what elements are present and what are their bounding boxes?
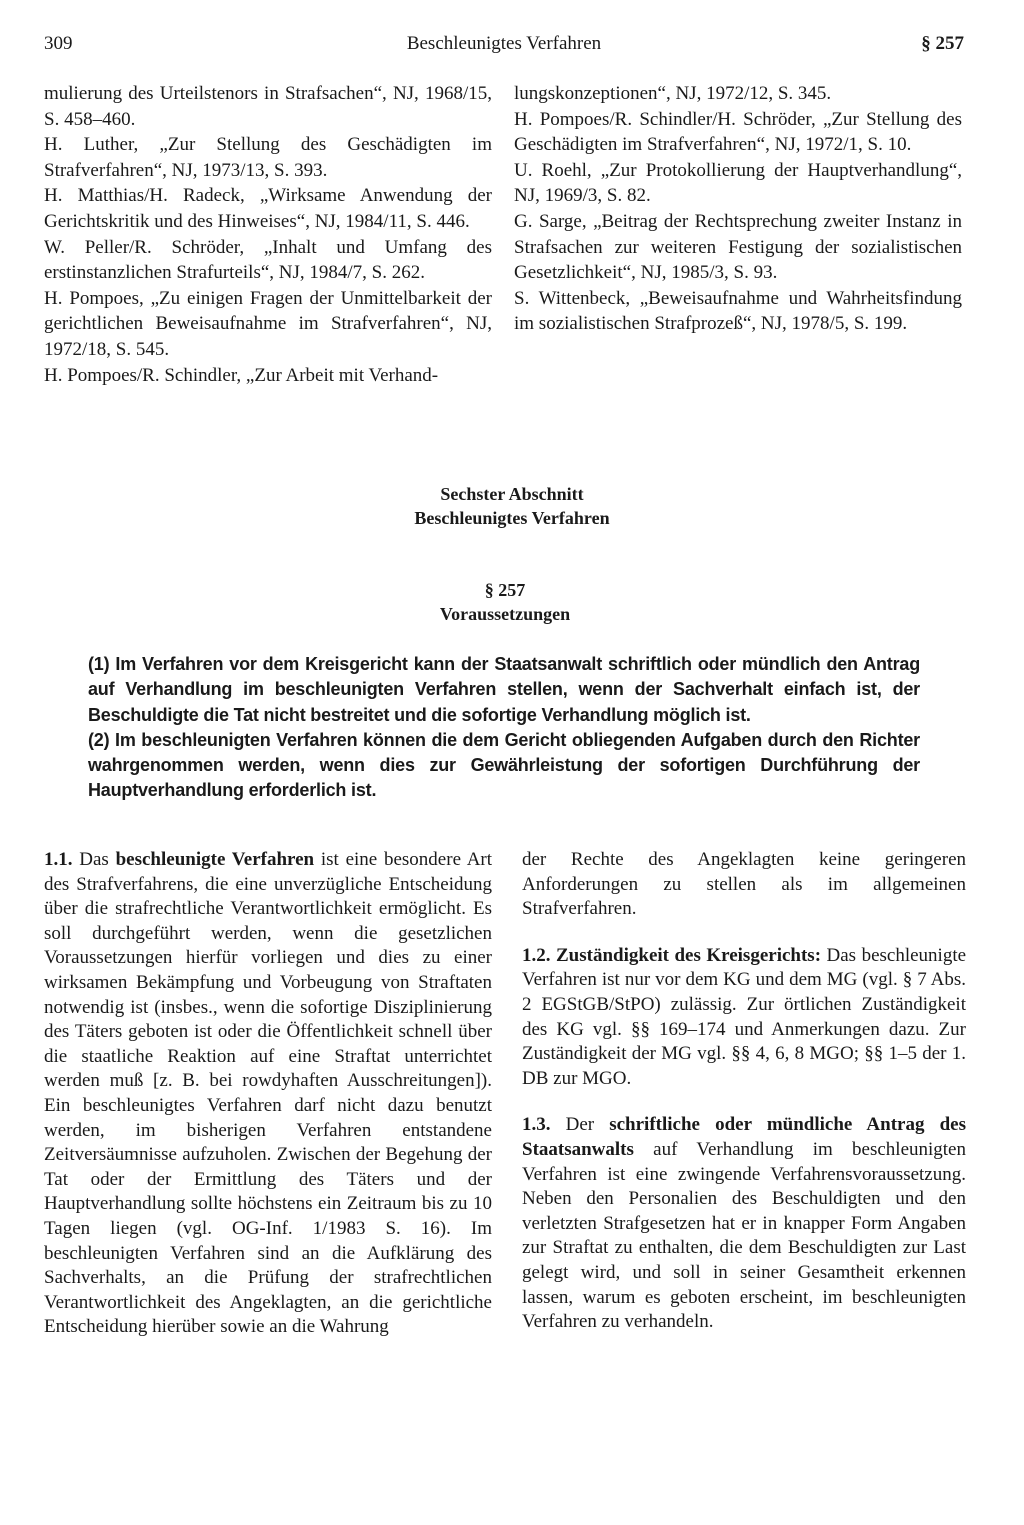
commentary-keyword: schriftliche oder mündliche Antrag des Staatsanwalts bbox=[522, 1114, 966, 1160]
page-header bbox=[44, 30, 964, 58]
commentary-keyword: beschleunigte Verfahren bbox=[115, 849, 315, 870]
running-title: Beschleunigtes Verfahren bbox=[406, 33, 602, 54]
reference-entry: H. Pompoes/R. Schindler, „Zur Arbeit mit Verhand- bbox=[44, 364, 439, 386]
statute-text bbox=[88, 652, 920, 804]
chapter-number: Sechster Abschnitt bbox=[440, 484, 584, 504]
statute-clause-1: (1) Im Verfahren vor dem Kreisgericht kann der Staatsanwalt schriftlich oder mündlich den Antrag auf Verhandlung im beschleunigten Verfahren stellen, wenn der Sachverhalt einfach ist, der Beschuldigte die Tat nicht bestreitet und die sofortige Verhandlung möglich ist. bbox=[88, 654, 920, 725]
reference-entry: lungskonzeptionen“, NJ, 1972/12, S. 345. bbox=[514, 83, 832, 104]
paragraph-number: § 257 bbox=[484, 580, 526, 600]
commentary-body: auf Verhandlung im beschleunigten Verfahren ist eine zwingende Verfahrensvoraussetzung. Neben den Personalien des Beschuldigten und den verletzten Strafgesetzen hat er in knapper Form Angaben zur Straftat zu enthalten, die dem Beschuldigten zur Last gelegt wird, und soll in seiner Gesamtheit erkennen lassen, warum es geboten erscheint, im beschleunigten Verfahren zu verhandeln. bbox=[522, 1138, 966, 1333]
page-number: 309 bbox=[44, 33, 73, 54]
references-left-column bbox=[44, 81, 492, 388]
reference-entry: S. Wittenbeck, „Beweisaufnahme und Wahrheitsfindung im sozialistischen Strafprozeß“, NJ, 1978/5, S. 199. bbox=[514, 287, 962, 335]
references-right-column bbox=[514, 81, 962, 337]
reference-entry: W. Peller/R. Schröder, „Inhalt und Umfang des erstinstanzlichen Strafurteils“, NJ, 1984/7, S. 262. bbox=[44, 236, 492, 284]
chapter-heading bbox=[0, 482, 1024, 530]
reference-entry: H. Pompoes/R. Schindler/H. Schröder, „Zur Stellung des Geschädigten im Strafverfahren“, NJ, 1972/1, S. 10. bbox=[514, 108, 962, 156]
reference-entry: H. Luther, „Zur Stellung des Geschädigten im Strafverfahren“, NJ, 1973/13, S. 393. bbox=[44, 134, 492, 181]
commentary-right-column bbox=[522, 848, 966, 1335]
commentary-1-1 bbox=[44, 848, 492, 1340]
paragraph-heading bbox=[0, 578, 1010, 626]
commentary-left-column bbox=[44, 848, 492, 1340]
commentary-body: Das beschleunigte Verfahren ist nur vor dem KG und dem MG (vgl. § 7 Abs. 2 EGStGB/StPO) zulässig. Zur örtlichen Zuständigkeit des KG vgl. §§ 169–174 und Anmerkungen dazu. Zur Zuständigkeit der MG vgl. §§ 4, 6, 8 MGO; §§ 1–5 der 1. DB zur MGO. bbox=[522, 944, 967, 1089]
reference-entry: mulierung des Urteilstenors in Strafsachen“, NJ, 1968/15, S. 458–460. bbox=[44, 83, 492, 130]
chapter-title: Beschleunigtes Verfahren bbox=[414, 508, 610, 528]
commentary-number: 1.3. bbox=[522, 1114, 551, 1136]
section-marker: § 257 bbox=[921, 33, 964, 54]
commentary-number: 1.1. bbox=[44, 849, 73, 870]
commentary-lead-in: Der bbox=[565, 1114, 595, 1136]
commentary-1-2 bbox=[522, 944, 966, 1092]
commentary-1-3 bbox=[522, 1113, 966, 1334]
paragraph-title: Voraussetzungen bbox=[439, 604, 571, 624]
commentary-lead-in: Das bbox=[79, 849, 109, 870]
commentary-number: 1.2. bbox=[522, 944, 551, 966]
reference-entry: G. Sarge, „Beitrag der Rechtsprechung zweiter Instanz in Strafsachen zur weiteren Festigung der sozialistischen Gesetzlichkeit“, NJ, 1985/3, S. 93. bbox=[514, 210, 962, 284]
reference-entry: H. Pompoes, „Zu einigen Fragen der Unmittelbarkeit der gerichtlichen Beweisaufnahme im Strafverfahren“, NJ, 1972/18, S. 545. bbox=[44, 287, 492, 360]
commentary-body: ist eine besondere Art des Strafverfahrens, die eine unverzügliche Entscheidung über die strafrechtliche Verantwortlichkeit ermöglicht. Es soll durchgeführt werden, wenn die gesetzlichen Voraussetzungen hierfür vorliegen und dies zu einer wirksamen Bekämpfung und Vorbeugung von Straftaten notwendig ist (insbes., wenn die sofortige Disziplinierung des Täters geboten ist oder die Öffentlichkeit schnell über die staatliche Reaktion auf eine Straftat unterrichtet werden muß [z. B. bei rowdyhaften Ausschreitungen]). Ein beschleunigtes Verfahren darf nicht dazu benutzt werden, im bisherigen Verfahren entstandene Zeitversäumnisse aufzuholen. Zwischen der Begehung der Tat oder der Ermittlung des Täters und der Hauptverhandlung sollte höchstens ein Zeitraum bis zu 10 Tagen liegen (vgl. OG-Inf. 1/1983 S. 16). Im beschleunigten Verfahren sind an die Aufklärung des Sachverhalts, an die Prüfung der strafrechtlichen Verantwortlichkeit des Angeklagten, an die gerichtliche Entscheidung hierüber sowie an die Wahrung bbox=[44, 849, 493, 1338]
statute-clause-2: (2) Im beschleunigten Verfahren können die dem Gericht obliegenden Aufgaben durch den Richter wahrgenommen werden, wenn dies zur Gewährleistung der sofortigen Durchführung der Hauptverhandlung erforderlich ist. bbox=[88, 729, 920, 801]
reference-entry: H. Matthias/H. Radeck, „Wirksame Anwendung der Gerichtskritik und des Hinweises“, NJ, 1984/11, S. 446. bbox=[44, 185, 492, 232]
commentary-keyword: Zuständigkeit des Kreisgerichts: bbox=[556, 944, 822, 966]
commentary-1-1-continued: der Rechte des Angeklagten keine geringeren Anforderungen zu stellen als im allgemeinen Strafverfahren. bbox=[522, 849, 966, 920]
reference-entry: U. Roehl, „Zur Protokollierung der Hauptverhandlung“, NJ, 1969/3, S. 82. bbox=[514, 159, 962, 207]
